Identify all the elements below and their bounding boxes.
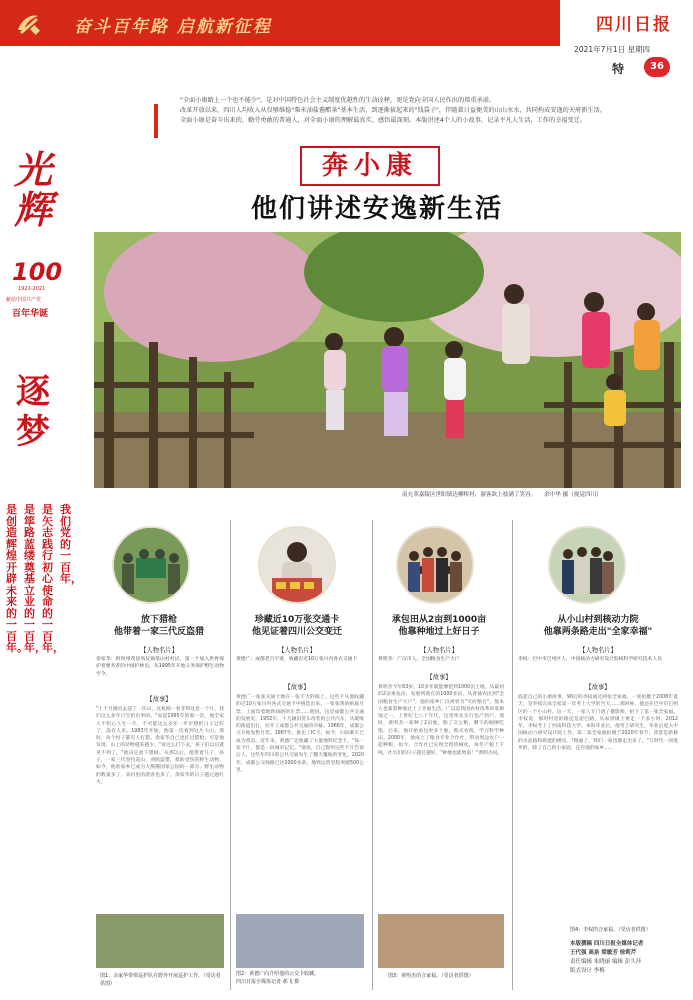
page-credits bbox=[570, 940, 680, 976]
story-body: 底起自己的小康故事，90后的李权通过两张全家福，一张拍摄于2008年夏天，是李权完成全家第一次考上大学的当天……那时候，他还在巴中市巴州区的一个小山村。这一天，一家人专门请了摄影师，拍下了第一张全家福。李权说，那时村里的路还是泥巴路，从家到镇上要走一个多小时。2012年，李权考上了西南科技大学。本科毕业后，他考上研究生，毕业后进入中国核动力研究设计院工作。第二张全家福拍摄于2020年春节，背景是新修的水泥路和新建的楼房。"路通了，我们一家也都走出来了。"与时代一同进步的，除了自己的小家庭，还有他的家乡…… bbox=[518, 695, 678, 752]
brand-title: 光辉 bbox=[14, 147, 53, 232]
story-tag: 【故事】 bbox=[426, 674, 452, 681]
story-title-line: 珍藏近10万张交通卡 bbox=[254, 615, 340, 625]
profile-tag: 【人物名片】 bbox=[140, 647, 178, 654]
family-portrait-photo bbox=[398, 528, 472, 602]
story-figure-image bbox=[236, 914, 364, 968]
story-title-line: 他带着一家三代反盗猎 bbox=[113, 627, 204, 637]
credit-line: 版式设计 李梅 bbox=[570, 968, 605, 974]
figure-caption: 图3：黄明杰的合家福。（受访者供图） bbox=[388, 973, 474, 979]
story-body: 黄明杰今年63岁，10多年就能摩把到1000亩土地，从最初的2亩承包田，发展到现在的1000多亩，从普通农民到"全国粮食生产大户"，他的家乡广汉被誉为"天府粮仓"。他本人也靠着种地过上了幸福生活。广汉是我国农村改革的发源地之一，上世纪七八十年代，这里率先实行包产到户。那时，黄明杰一家种了2亩地，除了交公粮，剩下的刚够吃饱。后来，他开始承包更多土地，购买农机，学习科学种田。2000年，他成立了粮食专业合作社，带动周边农户一起种粮。如今，合作社已实现全程机械化，每年产粮上千吨，社员们的日子越过越好。"种地也能致富！"黄明杰说。 bbox=[378, 685, 504, 756]
family-photo bbox=[550, 528, 624, 602]
brand-caption: 献给中国共产党 bbox=[6, 297, 42, 303]
intro-paragraph: 全面小康是奋斗出来的，勤劳勇敢的普通人，对全面小康的理解最真实、感悟最深刻。本版讲述4个人的小故事，记录平凡人生活，工作的幸福变迁。 bbox=[180, 117, 587, 124]
column-divider bbox=[512, 520, 513, 990]
intro-paragraph: 改革开放以来，四川人均收入从仅够维稳"柴米油盐酱醋茶"基本生活，到逐渐拔起来的"钱袋子"，伴随着日益便美的山山水水，共同构成安逸的天府新生活。 bbox=[180, 107, 606, 114]
story-title bbox=[94, 614, 224, 638]
profile-text: 余家华：阿坝州茂县凤仪镇茶山村村民，第一个加入世界保护着要务者的中国护林员，从1995年开始义务保护野生动物至今。 bbox=[96, 657, 224, 677]
kicker-title: 奔小康 bbox=[321, 151, 418, 181]
intro-paragraph: "全面小康路上一个也不能少"，是对中国特色社会主义制度优越性的生动诠释，更是党向全国人民作出的郑重承诺。 bbox=[180, 97, 496, 104]
story-tag: 【故事】 bbox=[284, 684, 310, 691]
credit-line: 责任编辑 朱晓丽 编辑 彭久莎 bbox=[570, 959, 642, 965]
figure-caption bbox=[236, 970, 366, 986]
story-tag: 【故事】 bbox=[146, 696, 172, 703]
credit-line: 王代强 高泉 梁敏芳 徐莉芹 bbox=[570, 950, 637, 956]
story-title-line: 放下猎枪 bbox=[140, 615, 177, 625]
figure-caption-text: 图2：黄德广向介绍他的公交卡收藏。 bbox=[236, 971, 320, 977]
intro-text bbox=[180, 96, 670, 126]
story-title bbox=[374, 614, 504, 638]
party-emblem-icon bbox=[10, 6, 46, 42]
poem-line: 是筚路蓝缕奠基立业的一百年， bbox=[24, 503, 46, 654]
poem-line: 我们党的一百年， bbox=[60, 503, 82, 585]
main-photo bbox=[94, 232, 681, 488]
story-photo bbox=[112, 526, 190, 604]
figure-caption: 图1：余家华带领巡护队在野外开展巡护工作。（受访者供图） bbox=[100, 973, 221, 987]
intro-accent-bar bbox=[154, 104, 158, 138]
transit-card-collector-photo bbox=[260, 528, 334, 602]
story-photo bbox=[396, 526, 474, 604]
story-title-line: 他见证着四川公交变迁 bbox=[251, 627, 342, 637]
story-tag: 【故事】 bbox=[585, 684, 611, 691]
header-slogan: 奋斗百年路 启航新征程 bbox=[74, 17, 272, 37]
newspaper-name: 四川日报 bbox=[596, 15, 672, 35]
figure-caption: 图4：李权的合家福。（受访者供图） bbox=[570, 927, 651, 933]
children-running-photo bbox=[94, 232, 681, 488]
story-photo bbox=[258, 526, 336, 604]
column-divider bbox=[230, 520, 231, 990]
sidebar-poem bbox=[4, 503, 84, 654]
story-title-line: 承包田从2亩到1000亩 bbox=[391, 615, 487, 625]
story-figure-image bbox=[96, 914, 224, 968]
profile-text: 黄德广：成都老百字迷，收藏有近10万张川内各式交通卡 bbox=[236, 657, 358, 662]
story-body: "上个月刚出去巡了一次山，这机刚一看非得这是一个片，我们这么多年只生怕出事的。"说起1995年的那一次，他全家人不担心人生一片，不可能这么多年一步步想把日子过好了，没有人来。1983年开始，他第一次看到这片大山。那时，每个村子都有人打猎。余家华自己也扛过猎枪，可是他发现，山上的动物越来越少。"再这么打下去，孩子们以后就见不到了。"他决定放下猎枪。从那以后，他带着儿子、孙子，一家三代坚持巡山，劝阻盗猎，救助受伤的野生动物。如今，他的家乡已成为大熊猫国家公园的一部分。野生动物的数量多了，来村里的游客也多了，余家华的日子越过越红火。 bbox=[96, 707, 224, 785]
profile-tag: 【人物名片】 bbox=[278, 647, 316, 654]
story-title bbox=[514, 614, 682, 638]
anti-poaching-team-photo bbox=[114, 528, 188, 602]
profile-text: 黄明杰：广汉市人，全国粮食生产大户 bbox=[378, 657, 460, 662]
headline: 他们讲述安逸新生活 bbox=[250, 194, 503, 224]
story-title-line: 他靠种地过上好日子 bbox=[398, 627, 480, 637]
story-body: 黄德广一张张交通卡地在一张不大的纸上，这些卡从他收藏的近10万张川内各式交通卡中挑选出来。一张张黄的纸质月票、上面印着地铁线路的车票……他说，这是成都公共交通的发展史。1952年，十几辆旧货车改装的公共汽车，从破败的街道出行，拉开了成都公共交通的序幕。1966年，成都公交开始发售月票。1987年，推出了IC卡。如今，扫码乘车已成为常态。近年来，黄德广还收藏了大量地铁纪念卡。"每一张卡片，都是一段城市记忆。"他说，自己想用这些卡片告诉后人，这些年四川的公共交通发生了翻天覆地的变化。2020年，成都公交线路已达1000多条，地铁运营里程突破500公里。 bbox=[236, 695, 364, 773]
story-title-line: 从小山村到核动力院 bbox=[557, 615, 639, 625]
caption-text: 南充革嘉陵区世阳镇达柳桥村，游客欲上枝满了笑容。 bbox=[402, 492, 537, 498]
photo-caption bbox=[402, 490, 682, 498]
story-title-line: 他靠两条路走出"全家幸福" bbox=[543, 627, 653, 637]
brand-years: 1921-2021 bbox=[18, 286, 46, 292]
profile-tag: 【人物名片】 bbox=[579, 647, 617, 654]
profile-text: 李权：巴中市巴州区人，中国核动力研究设计院核科学研究技术人员 bbox=[518, 657, 662, 662]
story-figure-image bbox=[378, 914, 504, 968]
poem-line: 是矢志践行初心使命的一百年， bbox=[42, 503, 64, 654]
column-name: 逐梦 bbox=[16, 372, 50, 452]
poem-line: 是创造辉煌开辟未来的一百年。 bbox=[6, 503, 28, 654]
page-number-badge: 36 bbox=[644, 57, 670, 77]
issue-date: 2021年7月1日 星期四 bbox=[574, 45, 651, 54]
credit-line: 本版撰稿 四川日报全媒体记者 bbox=[570, 941, 644, 947]
story-title bbox=[232, 614, 362, 638]
story-photo bbox=[548, 526, 626, 604]
profile-tag: 【人物名片】 bbox=[420, 647, 458, 654]
brand-number: 100 bbox=[12, 258, 63, 286]
column-divider bbox=[372, 520, 373, 990]
photo-credit: 余中华 摄（视觉四川） bbox=[544, 492, 602, 498]
section-label: 特 bbox=[612, 62, 625, 76]
figure-credit: 四川日报全媒体记者 郝飞 摄 bbox=[236, 979, 300, 985]
brand-caption-main: 百年华诞 bbox=[12, 309, 49, 319]
